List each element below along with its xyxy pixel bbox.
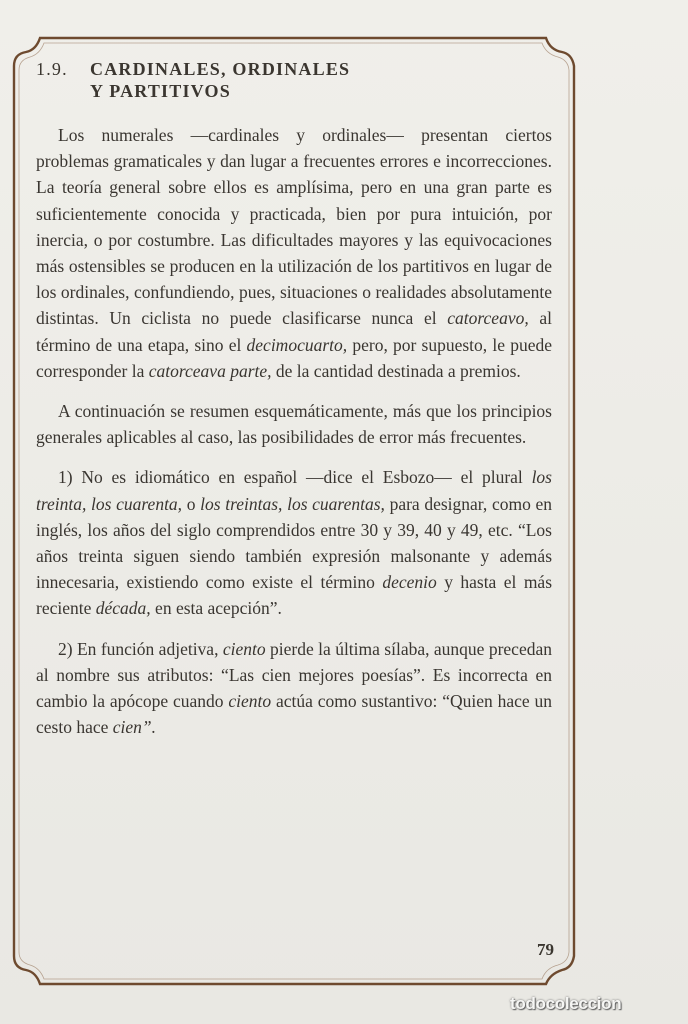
text-run: o — [182, 493, 201, 514]
italic-run: catorceavo, — [447, 308, 529, 329]
section-title-line2: Y PARTITIVOS — [90, 81, 231, 101]
text-run: actúa como sustantivo: “Quien hace un cesto hace — [36, 691, 552, 738]
text-run: y hasta el más reciente — [36, 572, 553, 619]
text-run: 1) No es idiomático en español —dice el Esbozo— el plural — [58, 467, 532, 488]
text-run: pierde la última sílaba, aunque precedan al nombre sus atributos: “Las cien mejores poesías”. Es incorrecta en cambio la apócope cuando — [36, 638, 552, 712]
italic-run: los treinta, los cuarenta, — [36, 467, 552, 514]
watermark-logo: todocoleccion — [510, 994, 622, 1013]
section-number: 1.9. — [36, 59, 68, 79]
italic-run: decenio — [382, 572, 437, 593]
section-title-line1: CARDINALES, ORDINALES — [90, 59, 351, 79]
italic-run: catorceava parte, — [148, 360, 272, 381]
italic-run: decimocuarto, — [246, 334, 348, 355]
paragraph-intro — [36, 122, 552, 384]
paragraph-rule-1 — [36, 464, 552, 621]
italic-run: cien”. — [112, 717, 157, 738]
italic-run: ciento — [222, 638, 266, 659]
page-number: 79 — [537, 940, 554, 959]
section-heading — [36, 58, 552, 102]
text-run: para designar, como en inglés, los años del siglo comprendidos entre 30 y 39, 40 y 49, etc. “Los años treinta siguen siendo también expresión malsonante y además innecesaria, existiendo como existe el término — [36, 493, 553, 593]
paragraph-rule-2 — [36, 636, 552, 741]
italic-run: década, — [95, 598, 151, 619]
page-content — [36, 58, 552, 754]
section-title — [90, 58, 350, 102]
italic-run: ciento — [228, 691, 272, 712]
paragraph-summary — [36, 398, 552, 450]
text-run: Los numerales —cardinales y ordinales— presentan ciertos problemas gramaticales y dan lugar a frecuentes errores e incorrecciones. La teoría general sobre ellos es amplísima, pero en una gran parte es suficientemente conocida y practicada, bien por pura intuición, por inercia, o por costumbre. Las dificultades mayores y las equivocaciones más ostensibles se producen en la utilización de los partitivos en lugar de los ordinales, confundiendo, pues, situaciones o realidades absolutamente distintas. Un ciclista no puede clasificarse nunca el — [36, 125, 552, 329]
italic-run: los treintas, los cuarentas, — [200, 493, 385, 514]
text-run: A continuación se resumen esquemáticamente, más que los principios generales aplicables al caso, las posibilidades de error más frecuentes. — [36, 401, 552, 448]
text-run: en esta acepción”. — [150, 598, 282, 619]
text-run: al término de una etapa, sino el — [36, 308, 552, 355]
text-run: pero, por supuesto, le puede corresponder la — [36, 334, 552, 381]
text-run: 2) En función adjetiva, — [58, 638, 223, 659]
text-run: de la cantidad destinada a premios. — [271, 360, 521, 381]
